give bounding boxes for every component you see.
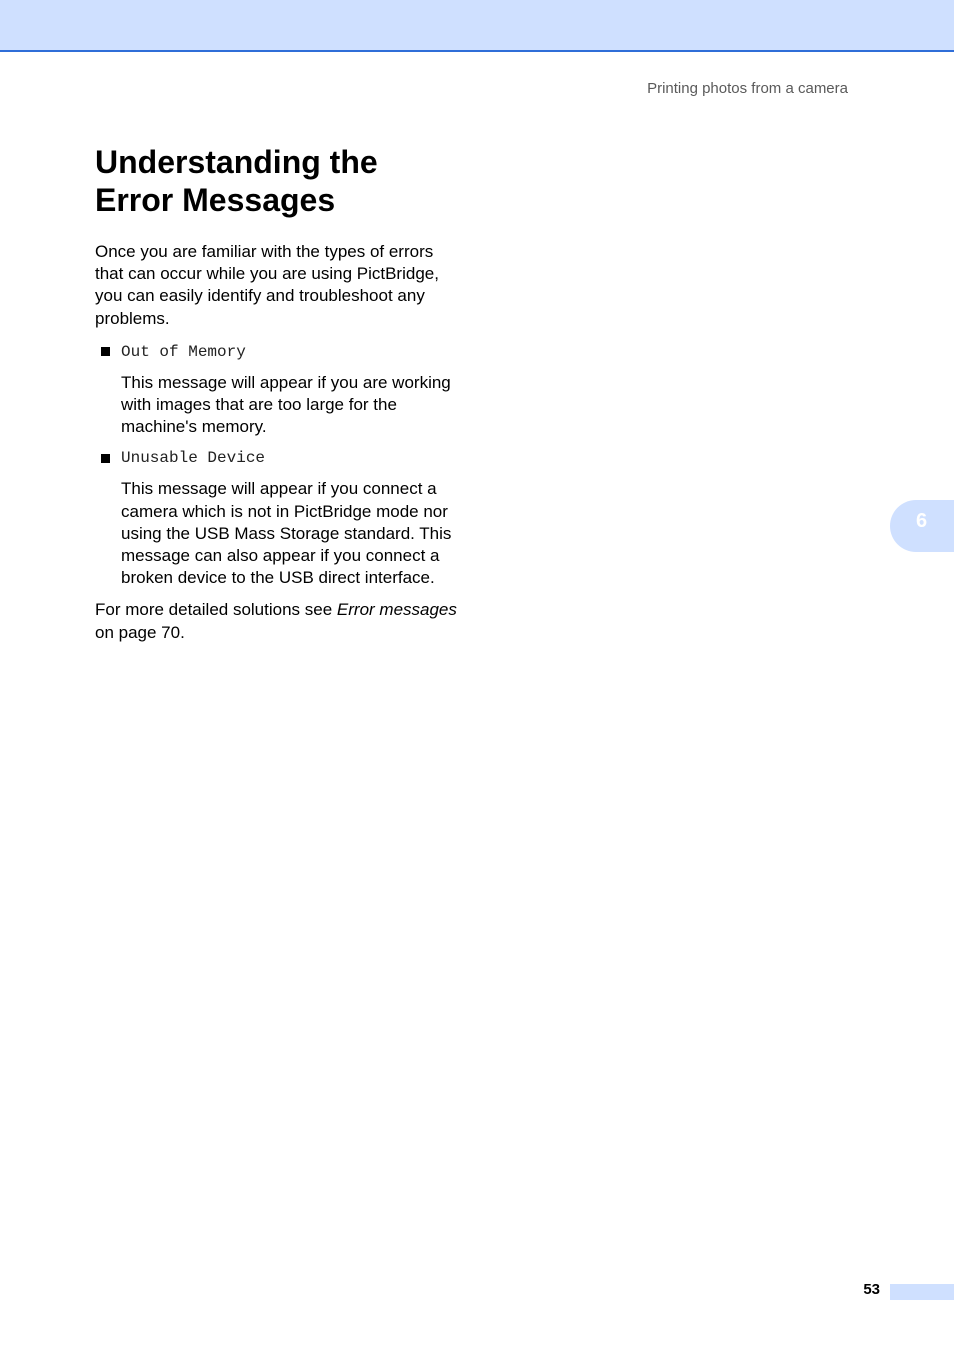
more-info-suffix: on page 70. xyxy=(95,622,185,642)
error-item-heading xyxy=(101,448,465,468)
section-title-line-2: Error Messages xyxy=(95,182,336,218)
running-header: Printing photos from a camera xyxy=(647,80,848,97)
chapter-number: 6 xyxy=(916,510,928,532)
chapter-tab xyxy=(890,500,954,552)
page-number: 53 xyxy=(863,1281,880,1298)
bullet-square-icon xyxy=(101,347,110,356)
more-info-note xyxy=(95,599,465,643)
error-name: Unusable Device xyxy=(121,449,266,468)
error-description: This message will appear if you connect a camera which is not in PictBridge mode nor using the USB Mass Storage standard. This message can also appear if you connect a broken device to the USB direct interface. xyxy=(121,479,452,588)
error-description: This message will appear if you are working with images that are too large for the machine's memory. xyxy=(121,372,451,437)
error-item xyxy=(95,342,465,439)
error-item xyxy=(95,448,465,589)
more-info-prefix: For more detailed solutions see xyxy=(95,600,337,620)
header-band xyxy=(0,0,954,52)
section-title-line-1: Understanding the xyxy=(95,144,378,180)
error-messages-link[interactable]: Error messages xyxy=(336,600,457,620)
error-item-heading xyxy=(101,342,465,362)
bullet-square-icon xyxy=(101,454,110,463)
page-number-bar xyxy=(890,1284,954,1300)
error-name: Out of Memory xyxy=(121,342,246,361)
main-content xyxy=(95,143,465,644)
section-title xyxy=(95,143,465,219)
intro-paragraph: Once you are familiar with the types of errors that can occur while you are using PictBridge, you can easily identify and troubleshoot any problems. xyxy=(95,242,439,328)
